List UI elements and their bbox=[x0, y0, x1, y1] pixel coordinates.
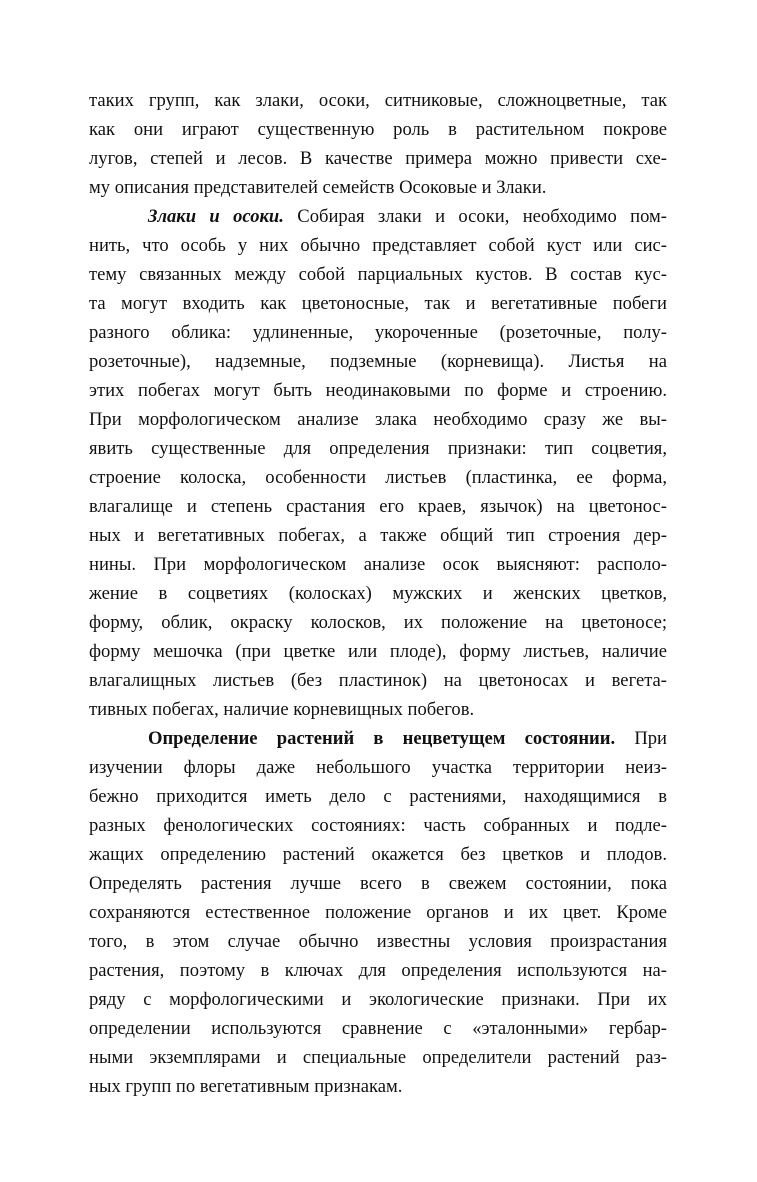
text-line: та могут входить как цветоносные, так и вегетативные побеги bbox=[89, 293, 667, 314]
text-line: Определять растения лучше всего в свежем состоянии, пока bbox=[89, 873, 667, 894]
text-line: изучении флоры даже небольшого участка территории неиз- bbox=[89, 757, 667, 778]
text-line: бежно приходится иметь дело с растениями, находящимися в bbox=[89, 786, 667, 807]
text-line: При морфологическом анализе злака необходимо сразу же вы- bbox=[89, 409, 667, 430]
text-line: ряду с морфологическими и экологические признаки. При их bbox=[89, 989, 667, 1010]
paragraph-first-line bbox=[148, 204, 667, 230]
text-line: ными экземплярами и специальные определители растений раз- bbox=[89, 1047, 667, 1068]
text-line: му описания представителей семейств Осоковые и Злаки. bbox=[89, 177, 547, 198]
text-line: разных фенологических состояниях: часть собранных и подле- bbox=[89, 815, 667, 836]
text-line: жащих определению растений окажется без цветков и плодов. bbox=[89, 844, 667, 865]
text-line: ных групп по вегетативным признакам. bbox=[89, 1076, 403, 1097]
section-heading-non-flowering: Определение растений в нецветущем состоянии. bbox=[148, 728, 616, 749]
text-line: тему связанных между собой парциальных кустов. В состав кус- bbox=[89, 264, 667, 285]
text-line: явить существенные для определения признаки: тип соцветия, bbox=[89, 438, 667, 459]
text-line: тивных побегах, наличие корневищных побегов. bbox=[89, 699, 475, 720]
text-line: разного облика: удлиненные, укороченные (розеточные, полу- bbox=[89, 322, 667, 343]
paragraph-first-line bbox=[148, 726, 667, 752]
section-heading-grasses-sedges: Злаки и осоки. bbox=[148, 206, 284, 227]
text-line: того, в этом случае обычно известны условия произрастания bbox=[89, 931, 667, 952]
text-line: жение в соцветиях (колосках) мужских и женских цветков, bbox=[89, 583, 667, 604]
text-line: форму мешочка (при цветке или плоде), форму листьев, наличие bbox=[89, 641, 667, 662]
text-line: таких групп, как злаки, осоки, ситниковые, сложноцветные, так bbox=[89, 90, 667, 111]
text-line: нить, что особь у них обычно представляет собой куст или сис- bbox=[89, 235, 667, 256]
text-line: этих побегах могут быть неодинаковыми по форме и строению. bbox=[89, 380, 667, 401]
text-line: нины. При морфологическом анализе осок выясняют: располо- bbox=[89, 554, 667, 575]
text-line: как они играют существенную роль в растительном покрове bbox=[89, 119, 667, 140]
text-line: растения, поэтому в ключах для определения используются на- bbox=[89, 960, 667, 981]
text-run: Собирая злаки и осоки, необходимо пом- bbox=[283, 206, 667, 227]
text-line: строение колоска, особенности листьев (пластинка, ее форма, bbox=[89, 467, 667, 488]
text-line: форму, облик, окраску колосков, их положение на цветоносе; bbox=[89, 612, 667, 633]
text-line: влагалище и степень срастания его краев, язычок) на цветонос- bbox=[89, 496, 667, 517]
text-line: влагалищных листьев (без пластинок) на цветоносах и вегета- bbox=[89, 670, 667, 691]
text-run: При bbox=[615, 728, 667, 749]
text-line: определении используются сравнение с «эталонными» гербар- bbox=[89, 1018, 667, 1039]
text-line: ных и вегетативных побегах, а также общий тип строения дер- bbox=[89, 525, 667, 546]
text-line: лугов, степей и лесов. В качестве примера можно привести схе- bbox=[89, 148, 667, 169]
text-line: розеточные), надземные, подземные (корневища). Листья на bbox=[89, 351, 667, 372]
text-line: сохраняются естественное положение органов и их цвет. Кроме bbox=[89, 902, 667, 923]
